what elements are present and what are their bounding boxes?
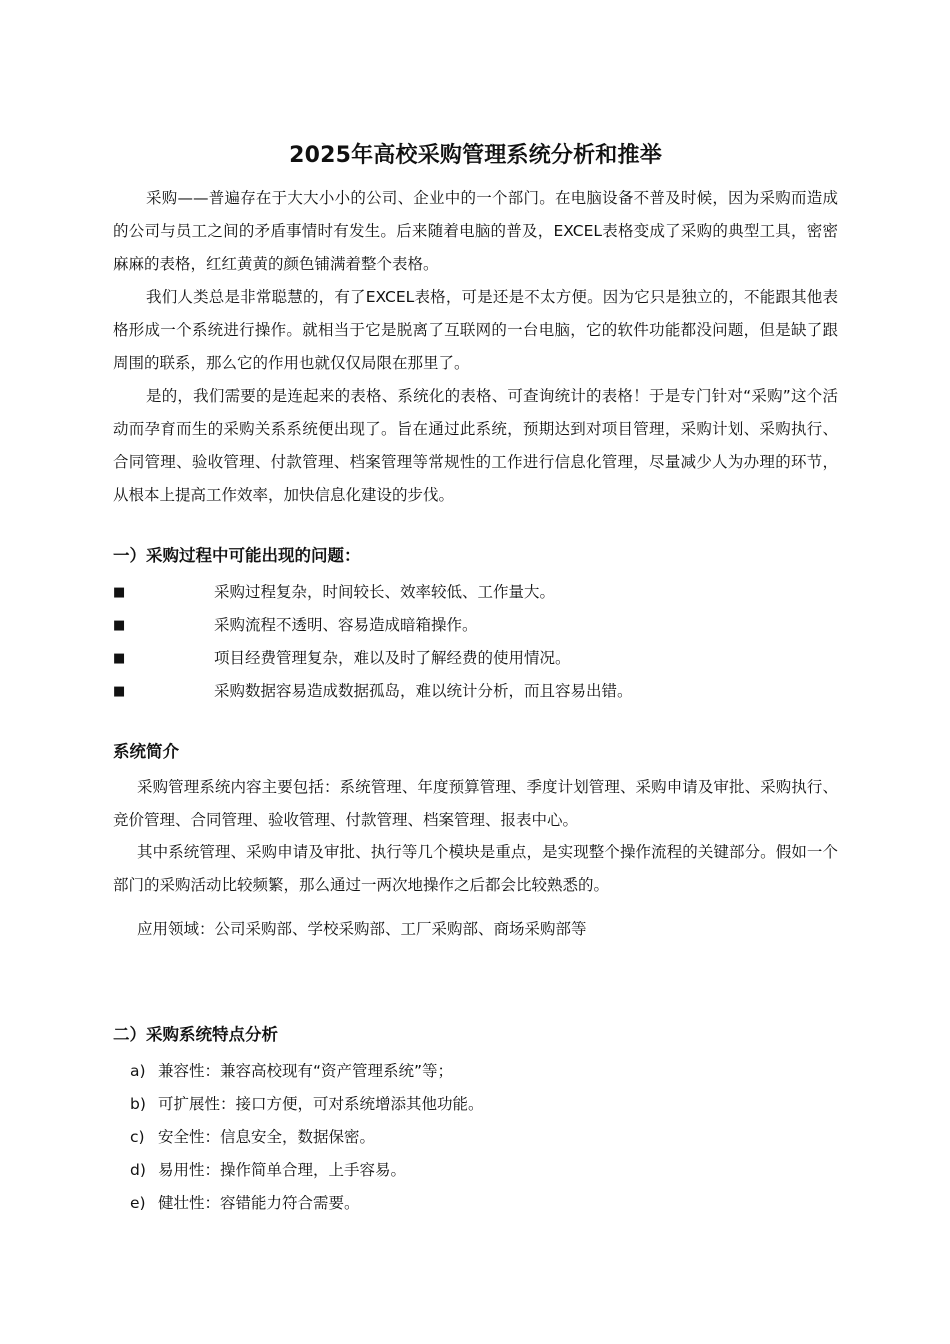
section-heading-system-intro: 系统简介 <box>113 742 179 761</box>
list-marker: a) <box>130 1062 146 1080</box>
list-item <box>113 1154 838 1187</box>
system-intro-paragraph-1: 采购管理系统内容主要包括：系统管理、年度预算管理、季度计划管理、采购申请及审批、采购执行、竞价管理、合同管理、验收管理、付款管理、档案管理、报表中心。 <box>113 778 838 829</box>
problem-item-text: 采购流程不透明、容易造成暗箱操作。 <box>214 616 478 634</box>
intro-paragraph-3: 是的，我们需要的是连起来的表格、系统化的表格、可查询统计的表格！于是专门针对“采购”这个活动而孕育而生的采购关系系统便出现了。旨在通过此系统，预期达到对项目管理，采购计划、采购执行、合同管理、验收管理、付款管理、档案管理等常规性的工作进行信息化管理，尽量减少人为办理的环节，从根本上提高工作效率，加快信息化建设的步伐。 <box>113 387 838 504</box>
list-marker: d) <box>130 1161 146 1179</box>
problem-item-text: 采购过程复杂，时间较长、效率较低、工作量大。 <box>214 583 556 601</box>
feature-item-text: 易用性：操作简单合理，上手容易。 <box>158 1161 407 1179</box>
bullet-square-icon: ■ <box>113 618 126 633</box>
list-item <box>113 1187 838 1220</box>
feature-item-text: 可扩展性：接口方便，可对系统增添其他功能。 <box>158 1095 484 1113</box>
bullet-square-icon: ■ <box>113 684 126 699</box>
list-marker: b) <box>130 1095 146 1113</box>
bullet-square-icon: ■ <box>113 585 126 600</box>
document-title: 2025年高校采购管理系统分析和推举 <box>289 143 662 168</box>
problem-item-text: 项目经费管理复杂，难以及时了解经费的使用情况。 <box>214 649 571 667</box>
list-marker: e) <box>130 1194 146 1212</box>
list-item <box>113 1088 838 1121</box>
list-item <box>113 576 838 609</box>
feature-item-text: 健壮性：容错能力符合需要。 <box>158 1194 360 1212</box>
list-item <box>113 1055 838 1088</box>
feature-item-text: 安全性：信息安全，数据保密。 <box>158 1128 376 1146</box>
problem-item-text: 采购数据容易造成数据孤岛，难以统计分析，而且容易出错。 <box>214 682 633 700</box>
intro-paragraph-2: 我们人类总是非常聪慧的，有了EXCEL表格，可是还是不太方便。因为它只是独立的，不能跟其他表格形成一个系统进行操作。就相当于它是脱离了互联网的一台电脑，它的软件功能都没问题，但是缺了跟周围的联系，那么它的作用也就仅仅局限在那里了。 <box>113 288 838 372</box>
intro-paragraph-1: 采购——普遍存在于大大小小的公司、企业中的一个部门。在电脑设备不普及时候，因为采购而造成的公司与员工之间的矛盾事情时有发生。后来随着电脑的普及，EXCEL表格变成了采购的典型工具，密密麻麻的表格，红红黄黄的颜色铺满着整个表格。 <box>113 189 838 273</box>
list-marker: c) <box>130 1128 145 1146</box>
list-item <box>113 1121 838 1154</box>
list-item <box>113 675 838 708</box>
section-heading-problems: 一）采购过程中可能出现的问题： <box>113 546 361 565</box>
list-item <box>113 609 838 642</box>
section-heading-features: 二）采购系统特点分析 <box>113 1025 278 1044</box>
bullet-square-icon: ■ <box>113 651 126 666</box>
feature-item-text: 兼容性：兼容高校现有“资产管理系统”等； <box>158 1062 454 1080</box>
list-item <box>113 642 838 675</box>
system-intro-paragraph-2: 其中系统管理、采购申请及审批、执行等几个模块是重点，是实现整个操作流程的关键部分。假如一个部门的采购活动比较频繁，那么通过一两次地操作之后都会比较熟悉的。 <box>113 843 838 894</box>
application-fields: 应用领域：公司采购部、学校采购部、工厂采购部、商场采购部等 <box>137 920 587 938</box>
